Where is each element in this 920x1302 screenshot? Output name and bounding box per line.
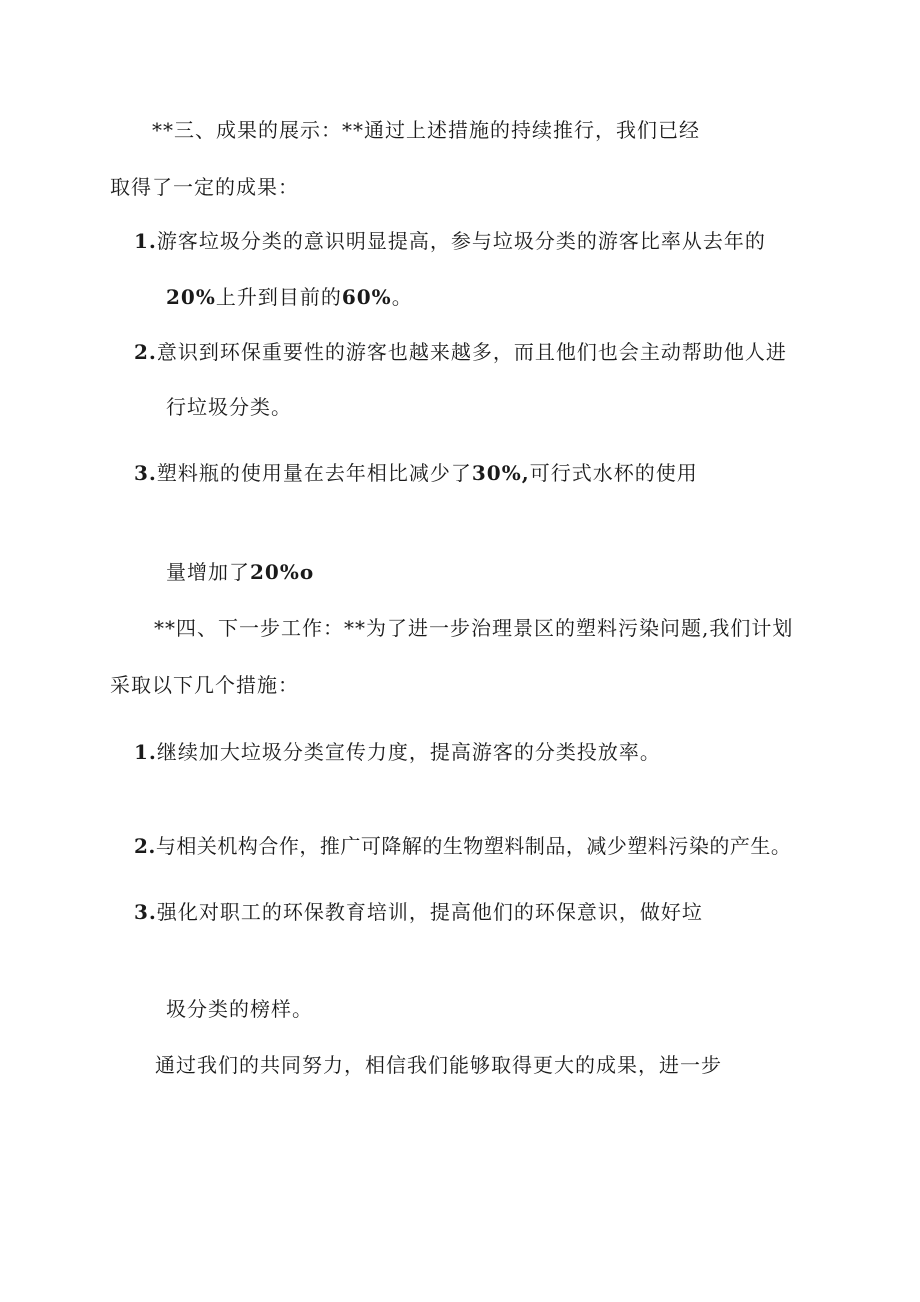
section3-heading [152, 116, 700, 144]
section3-heading-cont [110, 173, 299, 201]
section3-item-3-cont [166, 558, 314, 586]
section4-heading-cont-text: 采取以下几个措施： [110, 673, 299, 697]
section3-item-1-cont [166, 283, 413, 311]
list-item-text: 与相关机构合作，推广可降解的生物塑料制品，减少塑料污染的产生。 [155, 834, 792, 858]
closing-paragraph [155, 1051, 722, 1079]
list-item-text: 行垃圾分类。 [166, 395, 292, 419]
section3-item-1 [134, 227, 766, 255]
list-item-text: 可行式水杯的使用 [529, 461, 698, 485]
list-item-text: 圾分类的榜样。 [166, 997, 313, 1021]
section4-item-3-cont [166, 995, 313, 1023]
list-number: 2. [134, 834, 156, 858]
list-number: 3. [134, 900, 157, 924]
section3-item-2-cont [166, 393, 292, 421]
section4-item-1 [134, 738, 661, 766]
percent-value: 20% [166, 285, 216, 309]
section4-item-3 [134, 898, 703, 926]
list-item-text: 上升到目前的 [215, 285, 342, 309]
list-number: 1. [134, 740, 157, 764]
list-item-text: 塑料瓶的使用量在去年相比减少了 [156, 461, 472, 485]
section3-item-2 [134, 338, 787, 366]
list-item-text: 游客垃圾分类的意识明显提高，参与垃圾分类的游客比率从去年的 [156, 229, 766, 253]
section4-heading [154, 614, 793, 642]
list-item-text: 继续加大垃圾分类宣传力度，提高游客的分类投放率。 [156, 740, 661, 764]
list-number: 1. [134, 229, 157, 253]
section3-heading-cont-text: 取得了一定的成果： [110, 175, 299, 199]
percent-value: 60% [341, 285, 392, 309]
percent-value: 30%, [471, 461, 530, 485]
list-item-text: 意识到环保重要性的游客也越来越多，而且他们也会主动帮助他人进 [156, 340, 787, 364]
section4-item-2 [134, 832, 791, 860]
section4-heading-cont [110, 671, 299, 699]
list-item-text: 量增加了 [166, 560, 250, 584]
section3-item-3 [134, 459, 698, 487]
list-item-text: 强化对职工的环保教育培训，提高他们的环保意识，做好垃 [156, 900, 703, 924]
list-number: 2. [134, 340, 157, 364]
section3-heading-text: **三、成果的展示：**通过上述措施的持续推行，我们已经 [152, 118, 700, 142]
percent-value: 20%o [250, 560, 315, 584]
closing-text: 通过我们的共同努力，相信我们能够取得更大的成果，进一步 [155, 1053, 722, 1077]
section4-heading-text: **四、下一步工作：**为了进一步治理景区的塑料污染问题,我们计划 [154, 616, 794, 640]
punctuation: 。 [391, 285, 413, 309]
list-number: 3. [134, 461, 157, 485]
